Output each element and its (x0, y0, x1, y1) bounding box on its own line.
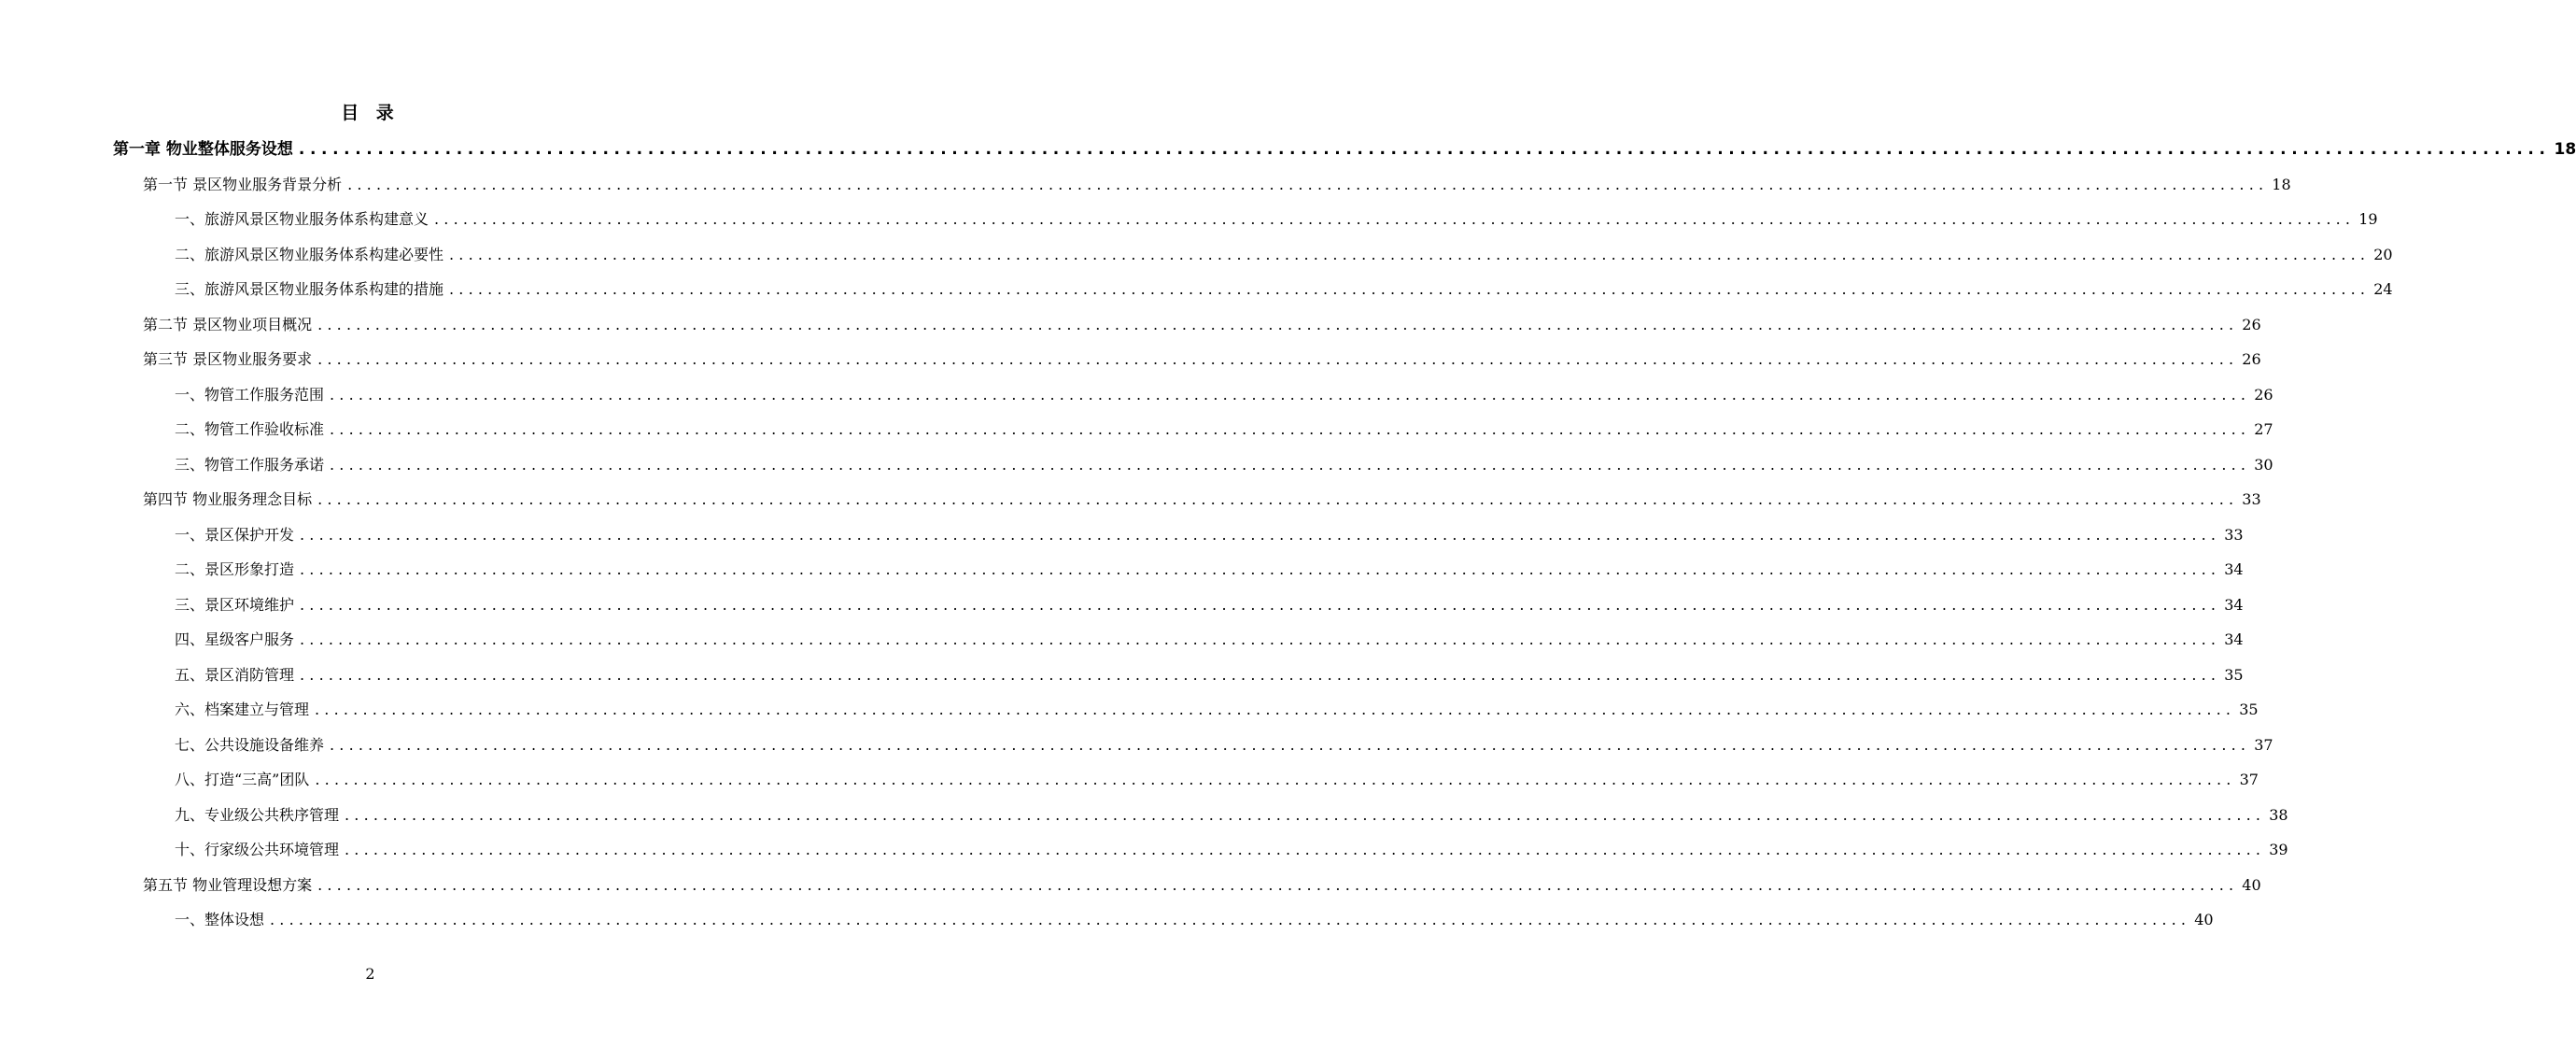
toc-leader-dots: ........................................................................................................................................................................................................ (315, 701, 2236, 718)
toc-entry-page: 30 (2254, 455, 2273, 474)
toc-entry[interactable] (113, 135, 2576, 160)
toc-leader-dots: ........................................................................................................................................................................................................ (330, 735, 2251, 754)
toc-leader-dots: ........................................................................................................................................................................................................ (270, 911, 2191, 928)
toc-entry-label: 三、旅游风景区物业服务体系构建的措施 (175, 280, 444, 298)
toc-leader-dots: ........................................................................................................................................................................................................ (300, 665, 2221, 684)
toc-entry-page: 18 (2272, 175, 2291, 193)
toc-entry-page: 27 (2254, 420, 2273, 438)
toc-entry[interactable] (175, 205, 2378, 230)
toc-entry[interactable] (175, 451, 2273, 475)
toc-leader-dots: ........................................................................................................................................................................................................ (300, 560, 2221, 578)
toc-entry[interactable] (175, 626, 2244, 650)
toc-entry-page: 19 (2358, 210, 2378, 228)
toc-entry[interactable] (175, 416, 2273, 440)
toc-entry-label: 七、公共设施设备维养 (175, 735, 325, 754)
toc-entry-label: 二、物管工作验收标准 (175, 420, 325, 438)
toc-entry-label: 八、打造“三高”团队 (175, 771, 310, 788)
toc-entry-label: 第四节 物业服务理念目标 (143, 490, 313, 508)
toc-entry-page: 40 (2242, 875, 2261, 894)
toc-entry-label: 一、旅游风景区物业服务体系构建意义 (175, 210, 429, 228)
toc-leader-dots: ........................................................................................................................................................................................................ (345, 805, 2266, 824)
toc-leader-dots: ........................................................................................................................................................................................................ (317, 875, 2239, 894)
toc-entry-page: 34 (2224, 630, 2244, 648)
toc-entry-label: 三、物管工作服务承诺 (175, 455, 325, 474)
toc-entry-label: 第五节 物业管理设想方案 (143, 875, 313, 894)
toc-entry-label: 一、整体设想 (175, 911, 265, 928)
toc-leader-dots: ........................................................................................................................................................................................................ (317, 315, 2239, 333)
toc-entry[interactable] (175, 801, 2288, 826)
toc-leader-dots: ........................................................................................................................................................................................................ (347, 175, 2269, 193)
toc-entry[interactable] (143, 171, 2291, 195)
toc-leader-dots: ........................................................................................................................................................................................................ (317, 350, 2239, 368)
toc-leader-dots: ........................................................................................................................................................................................................ (298, 140, 2551, 159)
toc-entry-label: 一、景区保护开发 (175, 525, 295, 544)
toc-entry-label: 三、景区环境维护 (175, 595, 295, 614)
toc-leader-dots: ........................................................................................................................................................................................................ (300, 630, 2221, 648)
toc-entry[interactable] (175, 591, 2244, 616)
toc-entry-page: 33 (2224, 525, 2244, 544)
toc-leader-dots: ........................................................................................................................................................................................................ (449, 245, 2371, 263)
toc-entry-label: 第一节 景区物业服务背景分析 (143, 175, 343, 193)
toc-entry[interactable] (143, 346, 2261, 370)
toc-entry-page: 26 (2242, 350, 2261, 368)
toc-entry-page: 20 (2373, 245, 2393, 263)
toc-leader-dots: ........................................................................................................................................................................................................ (330, 420, 2251, 438)
toc-entry[interactable] (143, 871, 2261, 896)
toc-entry-label: 第三节 景区物业服务要求 (143, 350, 313, 368)
toc-entry[interactable] (175, 381, 2273, 405)
toc-entry-page: 35 (2224, 665, 2244, 684)
toc-entry[interactable] (143, 311, 2261, 335)
toc-entry-page: 37 (2239, 771, 2259, 788)
toc-leader-dots: ........................................................................................................................................................................................................ (449, 280, 2371, 298)
toc-entry-page: 34 (2224, 595, 2244, 614)
toc-entry-label: 六、档案建立与管理 (175, 701, 310, 718)
toc-leader-dots: ........................................................................................................................................................................................................ (317, 490, 2239, 508)
toc-entry-label: 四、星级客户服务 (175, 630, 295, 648)
toc-leader-dots: ........................................................................................................................................................................................................ (330, 455, 2251, 474)
toc-entry-label: 第一章 物业整体服务设想 (113, 140, 293, 159)
toc-entry-page: 24 (2373, 280, 2393, 298)
toc-leader-dots: ........................................................................................................................................................................................................ (330, 385, 2251, 404)
toc-entry[interactable] (175, 521, 2244, 545)
toc-entry[interactable] (143, 486, 2261, 510)
toc-entry-page: 33 (2242, 490, 2261, 508)
toc-entry-label: 五、景区消防管理 (175, 665, 295, 684)
toc-entry[interactable] (175, 276, 2393, 300)
toc-entry-page: 37 (2254, 735, 2273, 754)
toc-entry-label: 十、行家级公共环境管理 (175, 841, 340, 858)
toc-leader-dots: ........................................................................................................................................................................................................ (345, 841, 2266, 858)
toc-entry-page: 38 (2269, 805, 2288, 824)
page-number: 2 (365, 965, 375, 983)
toc-leader-dots: ........................................................................................................................................................................................................ (434, 210, 2356, 228)
toc-entry-label: 二、旅游风景区物业服务体系构建必要性 (175, 245, 444, 263)
toc-entry[interactable] (175, 696, 2259, 720)
toc-entry-page: 18 (2554, 140, 2576, 159)
toc-entry-page: 40 (2194, 911, 2214, 928)
toc-entry[interactable] (175, 556, 2244, 580)
toc-entry[interactable] (175, 661, 2244, 686)
toc-entry-page: 34 (2224, 560, 2244, 578)
toc-entry[interactable] (175, 241, 2393, 265)
toc-entry-page: 26 (2254, 385, 2273, 404)
toc-leader-dots: ........................................................................................................................................................................................................ (300, 525, 2221, 544)
toc-leader-dots: ........................................................................................................................................................................................................ (300, 595, 2221, 614)
toc-entry-label: 第二节 景区物业项目概况 (143, 315, 313, 333)
toc-entry-page: 26 (2242, 315, 2261, 333)
toc-entry-label: 一、物管工作服务范围 (175, 385, 325, 404)
toc-entry-page: 39 (2269, 841, 2288, 858)
toc-entry[interactable] (175, 906, 2214, 930)
toc-entry[interactable] (175, 731, 2273, 756)
toc-entry-page: 35 (2239, 701, 2259, 718)
toc-entry[interactable] (175, 836, 2288, 860)
toc-entry[interactable] (175, 766, 2259, 790)
toc-title: 目 录 (341, 103, 400, 123)
toc-entry-label: 九、专业级公共秩序管理 (175, 805, 340, 824)
toc-leader-dots: ........................................................................................................................................................................................................ (315, 771, 2236, 788)
toc-entry-label: 二、景区形象打造 (175, 560, 295, 578)
